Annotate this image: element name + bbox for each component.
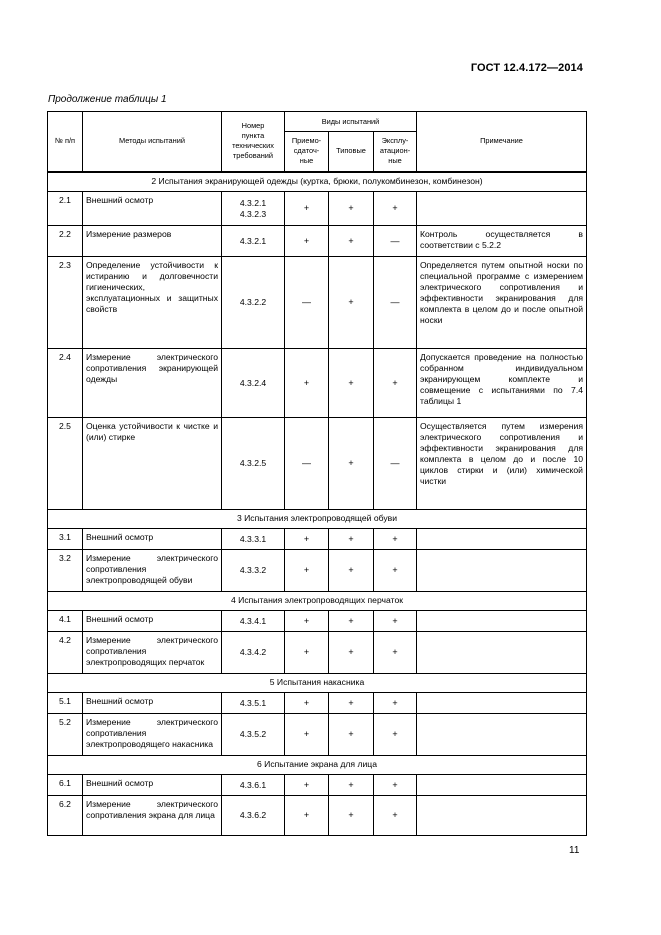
row-operational-mark: — (374, 257, 417, 349)
row-type-mark: + (329, 226, 374, 257)
row-clause: 4.3.2.5 (222, 418, 285, 510)
col-header-methods: Методы испытаний (83, 112, 222, 172)
row-number: 2.5 (48, 418, 83, 510)
row-acceptance-mark: + (285, 632, 329, 674)
row-number: 6.2 (48, 796, 83, 836)
row-type-mark: + (329, 796, 374, 836)
section-heading: 3 Испытания электропроводящей обуви (48, 510, 587, 529)
table-row (48, 192, 587, 226)
row-clause: 4.3.2.1 (222, 226, 285, 257)
row-type-mark: + (329, 775, 374, 796)
table-row (48, 714, 587, 756)
row-acceptance-mark: + (285, 775, 329, 796)
row-acceptance-mark: + (285, 529, 329, 550)
table-row (48, 226, 587, 257)
row-clause: 4.3.6.1 (222, 775, 285, 796)
row-method: Измерение электрического сопротивления электропроводящего накасника (83, 714, 222, 756)
row-operational-mark: — (374, 226, 417, 257)
row-note (417, 796, 587, 836)
row-note (417, 529, 587, 550)
row-operational-mark: + (374, 550, 417, 592)
row-operational-mark: + (374, 714, 417, 756)
table-row (48, 529, 587, 550)
row-clause: 4.3.2.1 4.3.2.3 (222, 192, 285, 226)
row-acceptance-mark: — (285, 257, 329, 349)
row-type-mark: + (329, 611, 374, 632)
row-method: Измерение электрического сопротивления экранирующей одежды (83, 349, 222, 418)
row-note (417, 714, 587, 756)
row-acceptance-mark: + (285, 226, 329, 257)
row-method: Внешний осмотр (83, 611, 222, 632)
table-row (48, 349, 587, 418)
row-method: Измерение электрического сопротивления электропроводящих перчаток (83, 632, 222, 674)
section-heading: 6 Испытание экрана для лица (48, 756, 587, 775)
col-header-note: Примечание (417, 112, 587, 172)
row-acceptance-mark: + (285, 550, 329, 592)
row-note (417, 775, 587, 796)
table-row (48, 611, 587, 632)
row-operational-mark: + (374, 796, 417, 836)
col-header-clause: Номер пункта технических требований (222, 112, 285, 172)
col-header-type-tests: Типовые (329, 132, 374, 172)
row-method: Измерение электрического сопротивления электропроводящей обуви (83, 550, 222, 592)
section-heading: 4 Испытания электропроводящих перчаток (48, 592, 587, 611)
row-type-mark: + (329, 418, 374, 510)
section-heading: 2 Испытания экранирующей одежды (куртка, брюки, полукомбинезон, комбинезон) (48, 172, 587, 192)
row-number: 5.2 (48, 714, 83, 756)
row-operational-mark: + (374, 693, 417, 714)
row-note (417, 550, 587, 592)
row-acceptance-mark: + (285, 192, 329, 226)
row-note: Допускается проведение на полностью собранном индивидуальном экранирующем комплекте и совмещение с испытаниями по 7.4 таблицы 1 (417, 349, 587, 418)
table-row (48, 550, 587, 592)
row-number: 5.1 (48, 693, 83, 714)
table-row (48, 775, 587, 796)
row-method: Внешний осмотр (83, 693, 222, 714)
row-note (417, 192, 587, 226)
row-number: 3.2 (48, 550, 83, 592)
row-clause: 4.3.2.2 (222, 257, 285, 349)
row-number: 6.1 (48, 775, 83, 796)
row-clause: 4.3.5.1 (222, 693, 285, 714)
row-method: Измерение размеров (83, 226, 222, 257)
row-operational-mark: — (374, 418, 417, 510)
row-clause: 4.3.4.2 (222, 632, 285, 674)
row-operational-mark: + (374, 775, 417, 796)
document-code: ГОСТ 12.4.172—2014 (470, 62, 583, 74)
row-note: Определяется путем опытной носки по специальной программе с измерением электрического сопротивления и эффективности экранирования для комплекта в целом до и после опытной носки (417, 257, 587, 349)
col-header-operational: Эксплу- атацион- ные (374, 132, 417, 172)
row-clause: 4.3.3.2 (222, 550, 285, 592)
table-row (48, 257, 587, 349)
row-method: Измерение электрического сопротивления экрана для лица (83, 796, 222, 836)
row-type-mark: + (329, 693, 374, 714)
col-header-num: № п/п (48, 112, 83, 172)
test-methods-table (47, 111, 587, 836)
row-type-mark: + (329, 529, 374, 550)
row-number: 4.2 (48, 632, 83, 674)
row-acceptance-mark: + (285, 349, 329, 418)
col-header-acceptance: Приемо- сдаточ- ные (285, 132, 329, 172)
row-operational-mark: + (374, 192, 417, 226)
row-type-mark: + (329, 192, 374, 226)
col-header-test-types: Виды испытаний (285, 112, 417, 132)
row-number: 4.1 (48, 611, 83, 632)
row-type-mark: + (329, 714, 374, 756)
row-clause: 4.3.6.2 (222, 796, 285, 836)
row-note (417, 611, 587, 632)
table-row (48, 418, 587, 510)
row-clause: 4.3.4.1 (222, 611, 285, 632)
row-note (417, 632, 587, 674)
row-acceptance-mark: + (285, 714, 329, 756)
row-note (417, 693, 587, 714)
row-number: 2.4 (48, 349, 83, 418)
row-type-mark: + (329, 349, 374, 418)
table-row (48, 632, 587, 674)
row-number: 2.2 (48, 226, 83, 257)
row-clause: 4.3.3.1 (222, 529, 285, 550)
row-acceptance-mark: + (285, 796, 329, 836)
table-row (48, 796, 587, 836)
row-method: Оценка устойчивости к чистке и (или) стирке (83, 418, 222, 510)
row-method: Внешний осмотр (83, 529, 222, 550)
row-operational-mark: + (374, 611, 417, 632)
row-acceptance-mark: + (285, 611, 329, 632)
row-note: Контроль осуществляется в соответствии с 5.2.2 (417, 226, 587, 257)
page-number: 11 (569, 845, 580, 856)
row-type-mark: + (329, 632, 374, 674)
row-method: Внешний осмотр (83, 775, 222, 796)
row-operational-mark: + (374, 632, 417, 674)
section-heading: 5 Испытания накасника (48, 674, 587, 693)
row-acceptance-mark: + (285, 693, 329, 714)
row-operational-mark: + (374, 529, 417, 550)
row-note: Осуществляется путем измерения электрического сопротивления и эффективности экранирования для комплекта в целом до и после 10 циклов стирки и (или) химической чистки (417, 418, 587, 510)
row-number: 2.1 (48, 192, 83, 226)
table-caption: Продолжение таблицы 1 (48, 94, 167, 105)
row-method: Внешний осмотр (83, 192, 222, 226)
row-operational-mark: + (374, 349, 417, 418)
row-number: 3.1 (48, 529, 83, 550)
row-clause: 4.3.2.4 (222, 349, 285, 418)
row-number: 2.3 (48, 257, 83, 349)
table-row (48, 693, 587, 714)
row-acceptance-mark: — (285, 418, 329, 510)
row-type-mark: + (329, 550, 374, 592)
row-method: Определение устойчивости к истиранию и долговечности гигиенических, эксплуатационных и защитных свойств (83, 257, 222, 349)
row-clause: 4.3.5.2 (222, 714, 285, 756)
row-type-mark: + (329, 257, 374, 349)
